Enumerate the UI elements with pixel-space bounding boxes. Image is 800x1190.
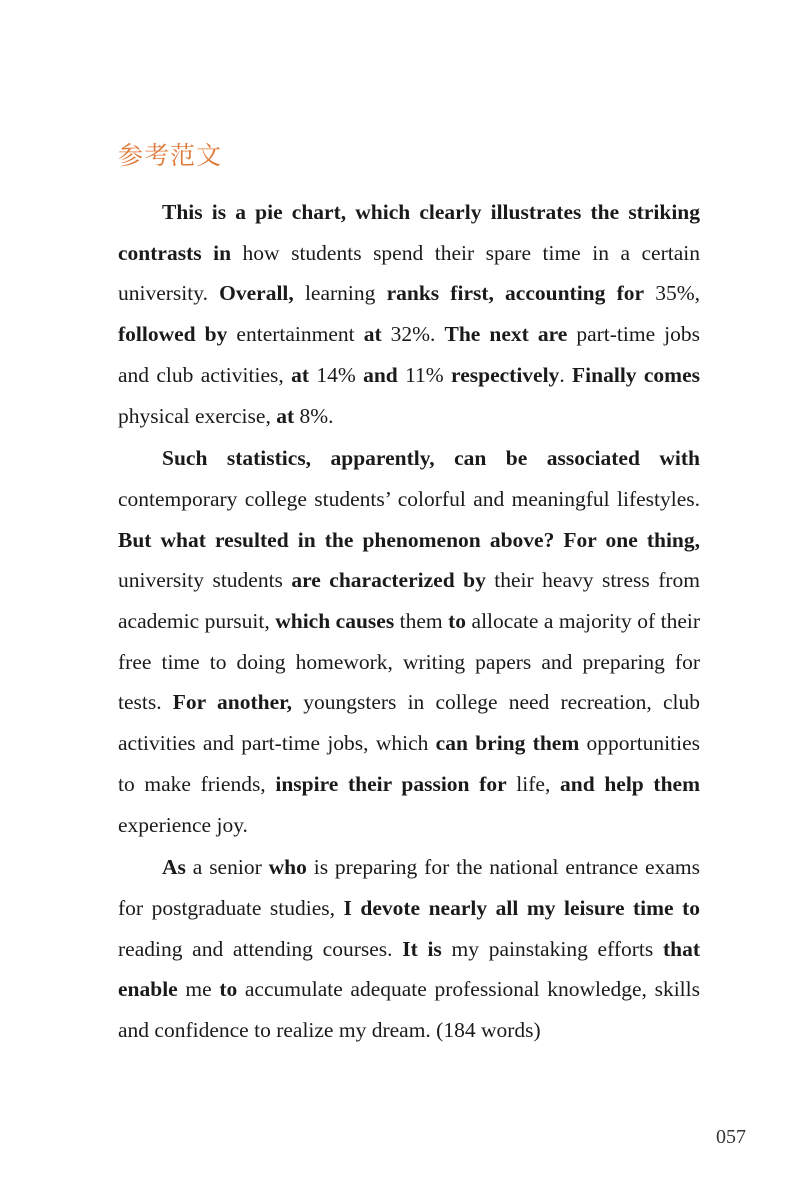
essay-body bbox=[118, 192, 700, 1053]
text-run: physical exercise, bbox=[118, 403, 277, 428]
text-run: part-time jobs and club activities, bbox=[118, 322, 701, 387]
text-run: reading and attending courses. bbox=[118, 936, 403, 961]
text-run: a senior bbox=[185, 855, 269, 880]
bold-text-run: This is a pie chart, which clearly illustrates the striking contrasts in bbox=[118, 200, 700, 265]
text-run: is preparing for the national entrance exams for postgraduate studies, bbox=[118, 855, 700, 920]
bold-text-run: are characterized by bbox=[291, 568, 486, 593]
section-heading: 参考范文 bbox=[118, 141, 223, 170]
bold-text-run: can bring them bbox=[435, 731, 580, 756]
bold-text-run: who bbox=[268, 855, 307, 880]
text-run: their heavy stress from academic pursuit, bbox=[118, 568, 700, 634]
bold-text-run: It is bbox=[402, 936, 442, 961]
text-run: youngsters in college need recreation, club activities and part-time jobs, which bbox=[118, 690, 700, 756]
text-run: allocate a majority of their free time to doing homework, writing papers and preparing for tests. bbox=[118, 609, 700, 715]
bold-text-run: at bbox=[363, 322, 382, 347]
bold-text-run: ranks first, accounting for bbox=[386, 281, 645, 306]
text-run: opportunities to make friends, bbox=[118, 731, 701, 796]
text-run: accumulate adequate professional knowledge, skills and confidence to realize my dream. (184 words) bbox=[118, 977, 700, 1043]
text-run: contemporary college students’ colorful and meaningful lifestyles. bbox=[118, 486, 700, 511]
text-run: . bbox=[559, 362, 573, 387]
text-run: how students spend their spare time in a certain university. bbox=[118, 240, 701, 306]
bold-text-run: For another, bbox=[172, 690, 293, 715]
bold-text-run: to bbox=[219, 977, 238, 1002]
bold-text-run: But what resulted in the phenomenon above? For one thing, bbox=[118, 527, 700, 552]
text-run: them bbox=[394, 609, 449, 634]
text-run: 11% bbox=[397, 362, 452, 387]
text-run: me bbox=[177, 977, 220, 1002]
text-run: 8%. bbox=[294, 403, 334, 428]
bold-text-run: The next are bbox=[444, 322, 568, 347]
bold-text-run: at bbox=[276, 403, 295, 428]
bold-text-run: which causes bbox=[275, 609, 395, 634]
bold-text-run: and bbox=[363, 362, 398, 387]
text-run: learning bbox=[293, 281, 387, 306]
text-run: life, bbox=[506, 771, 560, 796]
text-run: experience joy. bbox=[118, 812, 248, 837]
bold-text-run: I devote nearly all my leisure time to bbox=[343, 895, 700, 920]
bold-text-run: followed by bbox=[118, 322, 228, 347]
bold-text-run: respectively bbox=[451, 362, 560, 387]
bold-text-run: Such statistics, apparently, can be associated with bbox=[162, 446, 700, 471]
bold-text-run: Overall, bbox=[219, 281, 294, 306]
text-run: my painstaking efforts bbox=[441, 936, 663, 961]
text-run: 14% bbox=[308, 362, 364, 387]
bold-text-run: Finally comes bbox=[572, 362, 700, 387]
essay-paragraph-2 bbox=[118, 438, 700, 845]
text-run: university students bbox=[118, 568, 292, 593]
text-run: entertainment bbox=[227, 322, 364, 347]
page-number: 057 bbox=[716, 1126, 746, 1148]
essay-paragraph-1 bbox=[118, 192, 700, 436]
bold-text-run: to bbox=[448, 609, 467, 634]
text-run: 35%, bbox=[644, 281, 700, 306]
bold-text-run: that enable bbox=[118, 936, 700, 1002]
text-run: 32%. bbox=[381, 322, 445, 347]
bold-text-run: inspire their passion for bbox=[275, 771, 507, 796]
essay-paragraph-3 bbox=[118, 847, 700, 1051]
bold-text-run: at bbox=[291, 362, 309, 387]
bold-text-run: As bbox=[162, 855, 186, 880]
bold-text-run: and help them bbox=[560, 771, 700, 796]
